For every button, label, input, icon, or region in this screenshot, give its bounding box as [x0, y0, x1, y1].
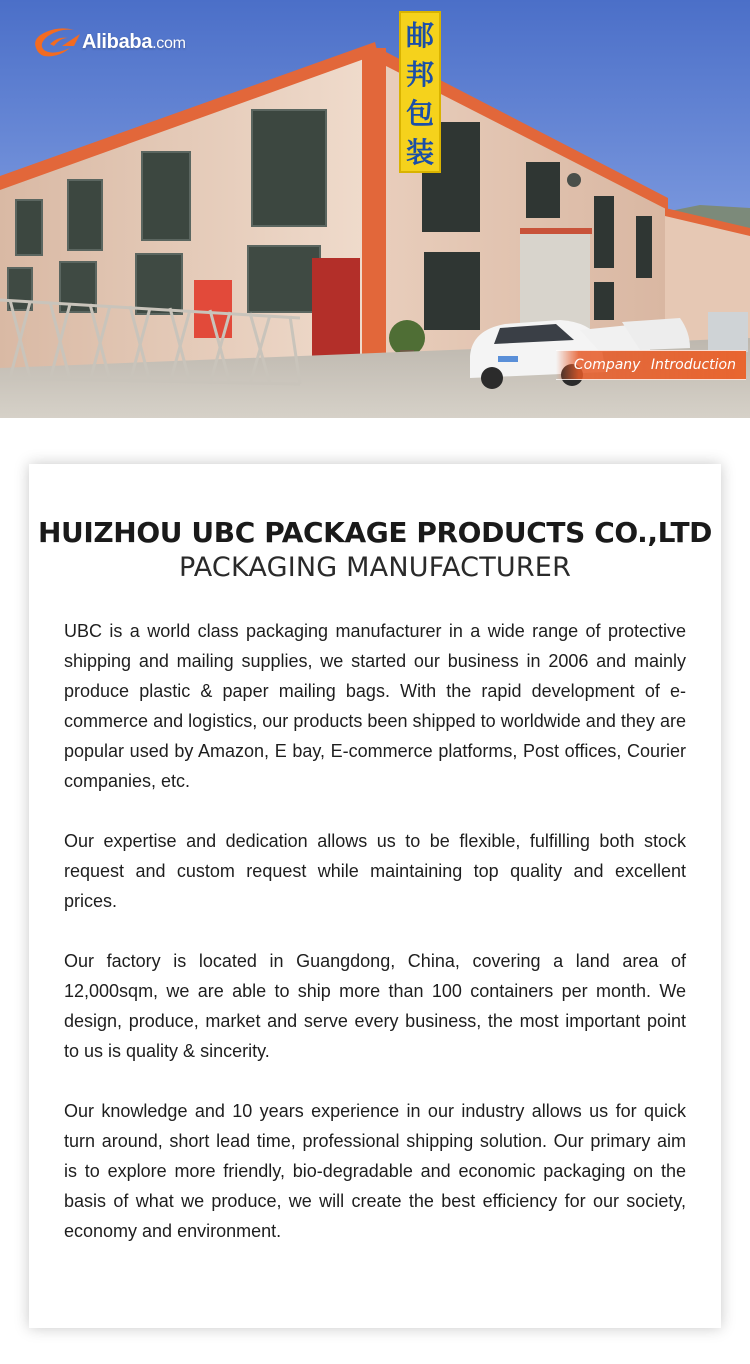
company-name: HUIZHOU UBC PACKAGE PRODUCTS CO.,LTD	[38, 516, 712, 549]
sign-char: 装	[405, 135, 434, 169]
alibaba-logo[interactable]	[30, 22, 186, 62]
alibaba-logo-text	[82, 31, 186, 54]
paragraph-knowledge: Our knowledge and 10 years experience in our industry allows us for quick turn around, short lead time, professional shipping solution. Our primary aim is to explore more friendly, bio-degradable and economic packaging on the basis of what we produce, we will create the best efficiency for our society, economy and environment.	[64, 1101, 686, 1241]
logo-word: Alibaba	[82, 30, 153, 53]
sign-char: 包	[405, 96, 434, 130]
paragraph-factory: Our factory is located in Guangdong, China, covering a land area of 12,000sqm, we are able to ship more than 100 containers per month. We design, produce, market and serve every business, the most important point to us is quality & sincerity.	[64, 951, 686, 1061]
factory-photo	[0, 0, 750, 418]
sign-characters	[400, 16, 440, 172]
company-description	[64, 616, 686, 1276]
sign-char: 邮	[405, 18, 434, 52]
paragraph-expertise: Our expertise and dedication allows us to be flexible, fulfilling both stock request and custom request while maintaining top quality and excellent prices.	[64, 831, 686, 911]
company-info-card	[29, 464, 721, 1328]
paragraph-intro: UBC is a world class packaging manufacturer in a wide range of protective shipping and mailing supplies, we started our business in 2006 and mainly produce plastic & paper mailing bags. With the rapid development of e-commerce and logistics, our products been shipped to worldwide and they are popular used by Amazon, E bay, E-commerce platforms, Post offices, Courier companies, etc.	[64, 621, 686, 791]
company-type: PACKAGING MANUFACTURER	[178, 552, 572, 583]
company-introduction-caption: Company Introduction	[556, 350, 746, 380]
alibaba-mark-icon	[30, 24, 84, 60]
logo-suffix: .com	[152, 34, 186, 52]
sign-char: 邦	[405, 57, 434, 91]
